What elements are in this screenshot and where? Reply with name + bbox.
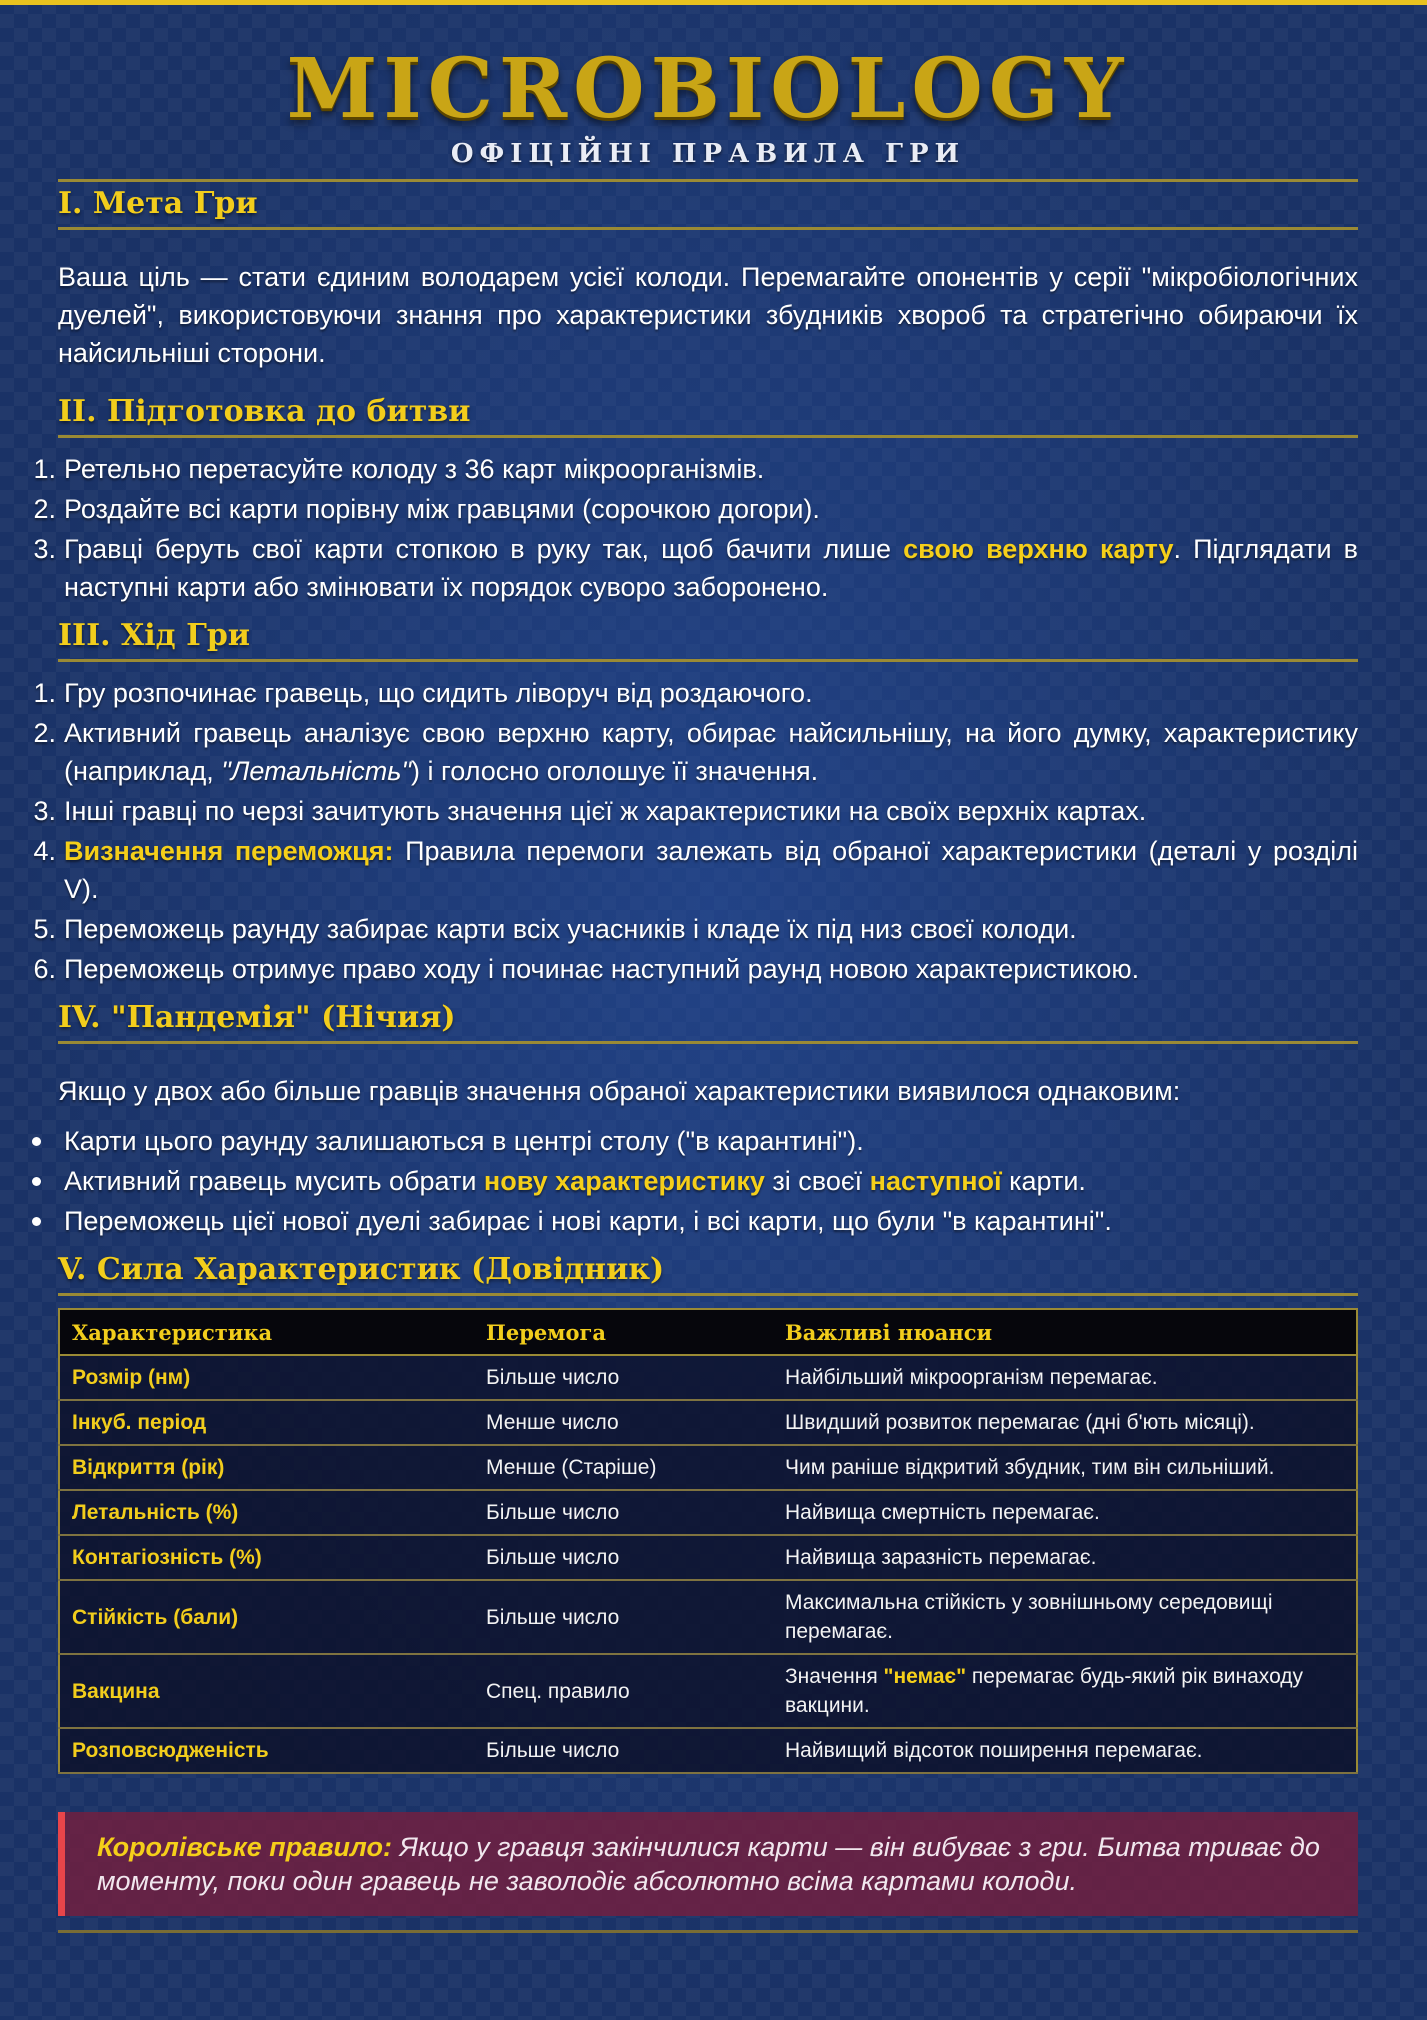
list-item: 5. Переможець раунду забирає карти всіх учасників і кладе їх під низ своєї колоди. [33,914,1077,944]
section-heading-pandemic: IV. "Пандемія" (Нічия) [58,996,1358,1044]
play-list [33,674,1358,988]
column-header: Важливі нюанси [773,1309,1357,1355]
table-row: Інкуб. період Менше число Швидший розвиток перемагає (дні б'ють місяці). [59,1400,1357,1445]
highlight-text: нову характеристику [483,1166,765,1196]
section-heading-goal: I. Мета Гри [58,179,1358,230]
list-item: 2. Роздайте всі карти порівну між гравцями (сорочкою догори). [33,494,820,524]
list-item: Активний гравець мусить обрати нову характеристику зі своєї наступної карти. [58,1162,1358,1200]
highlight-text: "немає" [883,1665,967,1688]
table-row: Вакцина Спец. правило Значення "немає" перемагає будь-який рік винаходу вакцини. [59,1654,1357,1728]
rules-page [33,5,1358,1933]
pandemic-list [58,1122,1358,1240]
table-row: Розповсюдженість Більше число Найвищий відсоток поширення перемагає. [59,1728,1357,1773]
table-row: Стійкість (бали) Більше число Максимальна стійкість у зовнішньому середовищі перемагає. [59,1580,1357,1654]
list-item: Карти цього раунду залишаються в центрі столу ("в карантині"). [58,1122,1358,1160]
highlight-text: Визначення переможця: [64,836,394,866]
bottom-divider [58,1930,1358,1933]
setup-list [33,450,1358,606]
list-item: 3. Гравці беруть свої карти стопкою в руку так, щоб бачити лише свою верхню карту. Підглядати в наступні карти або змінювати їх порядок суворо заборонено. [33,534,1358,602]
royal-rule-label: Королівське правило: [97,1832,392,1862]
list-item: 1. Ретельно перетасуйте колоду з 36 карт мікроорганізмів. [33,454,765,484]
column-header: Характеристика [59,1309,474,1355]
column-header: Перемога [474,1309,773,1355]
section-heading-setup: II. Підготовка до битви [58,390,1358,438]
list-item: 4. Визначення переможця: Правила перемоги залежать від обраної характеристики (деталі у розділі V). [33,836,1358,904]
list-item: Переможець цієї нової дуелі забирає і нові карти, і всі карти, що були "в карантині". [58,1202,1358,1240]
royal-rule-text: Якщо у гравця закінчилися карти — він вибуває з гри. Битва триває до моменту, поки один гравець не заволодіє абсолютно всіма картами колоди. [97,1832,1320,1896]
list-item: 3. Інші гравці по черзі зачитують значення цієї ж характеристики на своїх верхніх картах. [33,796,1147,826]
list-item: 6. Переможець отримує право ходу і починає наступний раунд новою характеристикою. [33,954,1140,984]
table-row: Розмір (нм) Більше число Найбільший мікроорганізм перемагає. [59,1355,1357,1400]
highlight-text: свою верхню карту [903,534,1174,564]
goal-text: Ваша ціль — стати єдиним володарем усієї колоди. Перемагайте опонентів у серії "мікробіологічних дуелей", використовуючи знання про характеристики збудників хвороб та стратегічно обираючи їх найсильніші сторони. [58,262,1358,368]
list-item: 2. Активний гравець аналізує свою верхню карту, обирає найсильнішу, на його думку, характеристику (наприклад, "Летальність") і голосно оголошує її значення. [33,718,1358,786]
highlight-text: наступної [869,1166,1002,1196]
royal-rule-box [58,1812,1358,1916]
table-row: Відкриття (рік) Менше (Старіше) Чим раніше відкритий збудник, тим він сильніший. [59,1445,1357,1490]
section-heading-play: III. Хід Гри [58,614,1358,662]
section-heading-reference: V. Сила Характеристик (Довідник) [58,1248,1358,1296]
page-title: MICROBIOLOGY [286,41,1130,137]
table-row: Контагіозність (%) Більше число Найвища заразність перемагає. [59,1535,1357,1580]
table-row: Летальність (%) Більше число Найвища смертність перемагає. [59,1490,1357,1535]
reference-table [58,1308,1358,1774]
pandemic-intro: Якщо у двох або більше гравців значення обраної характеристики виявилося однаковим: [58,1076,1181,1106]
list-item: 1. Гру розпочинає гравець, що сидить ліворуч від роздаючого. [33,678,813,708]
table-header-row [59,1309,1357,1355]
page-subtitle: ОФІЦІЙНІ ПРАВИЛА ГРИ [450,139,966,169]
